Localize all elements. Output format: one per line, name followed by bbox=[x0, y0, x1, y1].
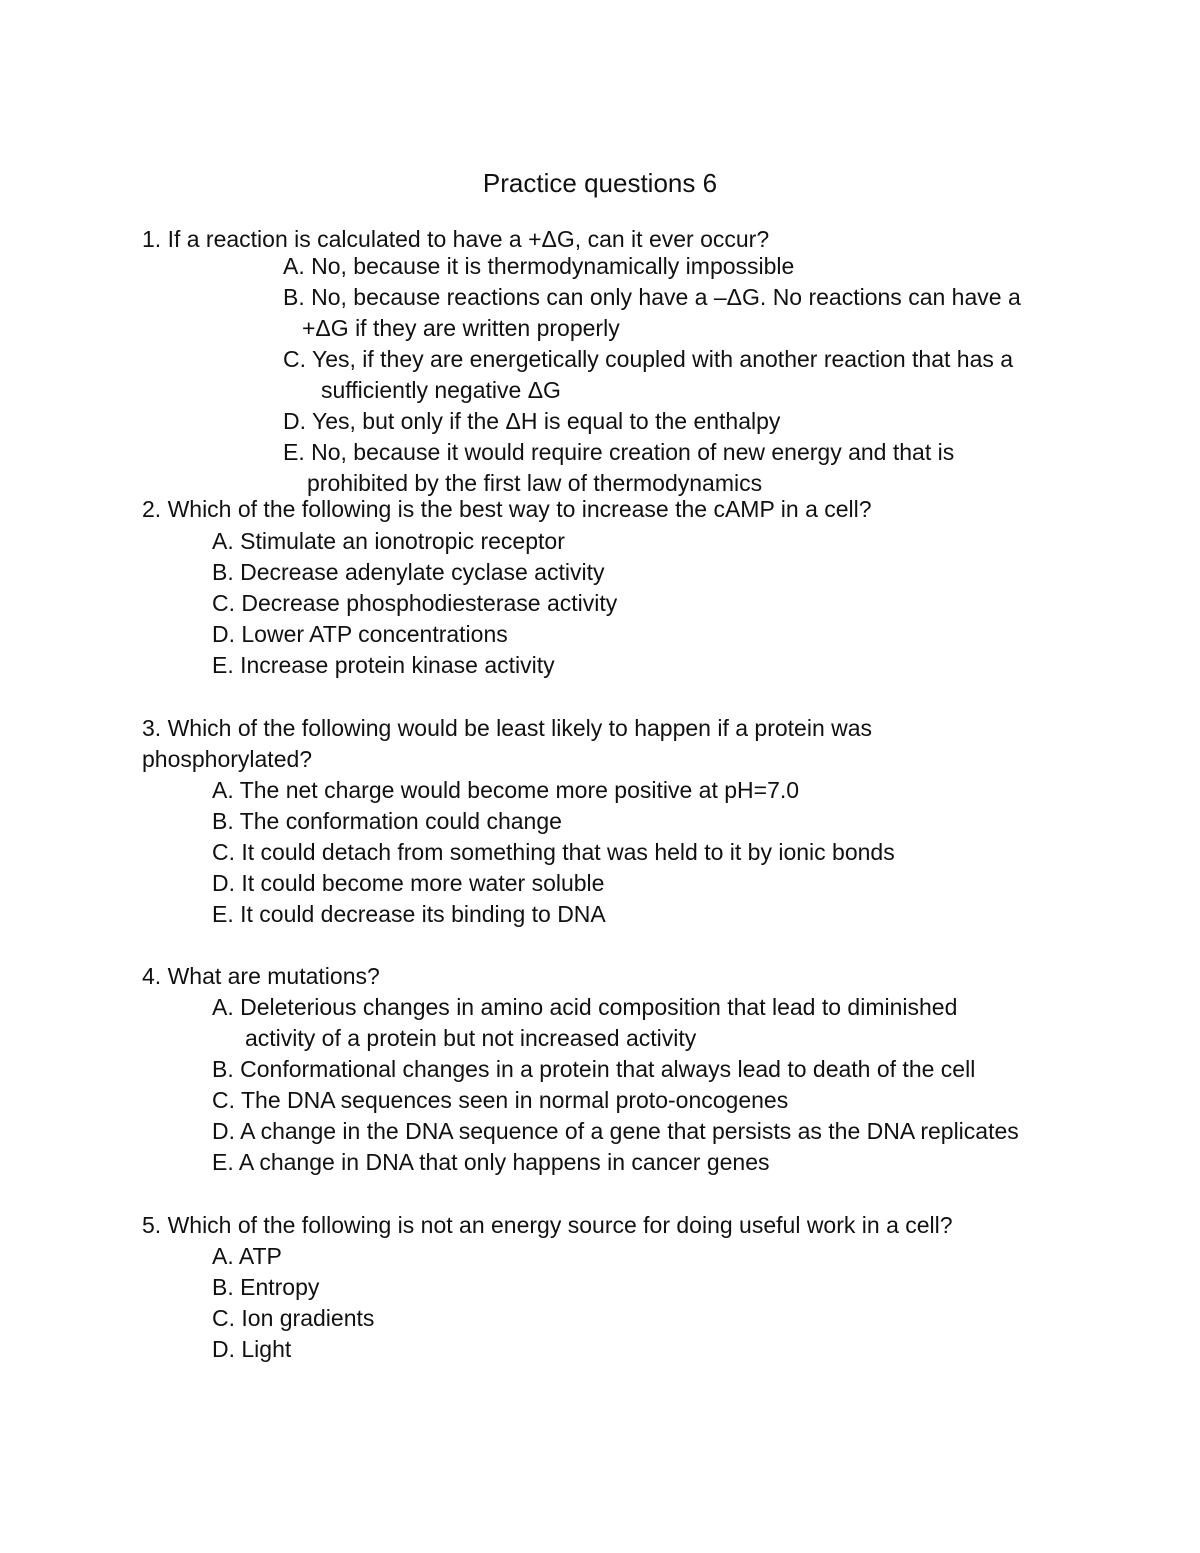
option-b: B. Entropy bbox=[212, 1274, 320, 1300]
question-stem: 1. If a reaction is calculated to have a +ΔG, can it ever occur? bbox=[142, 226, 770, 252]
option-a: A. No, because it is thermodynamically impossible bbox=[283, 253, 795, 279]
option-list bbox=[212, 775, 895, 930]
option-list bbox=[212, 1241, 374, 1365]
option-list bbox=[212, 992, 1019, 1178]
option-c: C. Ion gradients bbox=[212, 1305, 375, 1331]
option-a: A. Stimulate an ionotropic receptor bbox=[212, 528, 565, 554]
option-a: A. Deleterious changes in amino acid composition that lead to diminished activity of a protein but not increased activity bbox=[212, 994, 958, 1051]
page-title: Practice questions 6 bbox=[482, 168, 718, 198]
question-stem: 3. Which of the following would be least likely to happen if a protein was phosphorylated? bbox=[142, 715, 873, 772]
option-c: C. Yes, if they are energetically coupled with another reaction that has a sufficiently negative ΔG bbox=[283, 346, 1014, 403]
option-b: B. Decrease adenylate cyclase activity bbox=[212, 559, 605, 585]
option-d: D. It could become more water soluble bbox=[212, 870, 605, 896]
option-list bbox=[212, 526, 617, 681]
option-e: E. Increase protein kinase activity bbox=[212, 652, 555, 678]
question-stem: 5. Which of the following is not an energy source for doing useful work in a cell? bbox=[142, 1212, 953, 1238]
option-c: C. The DNA sequences seen in normal proto-oncogenes bbox=[212, 1087, 789, 1113]
option-b: B. Conformational changes in a protein that always lead to death of the cell bbox=[212, 1056, 976, 1082]
option-a: A. The net charge would become more positive at pH=7.0 bbox=[212, 777, 800, 803]
question-stem: 4. What are mutations? bbox=[142, 963, 380, 989]
option-d: D. Yes, but only if the ΔH is equal to the enthalpy bbox=[283, 408, 781, 434]
option-d: D. Lower ATP concentrations bbox=[212, 621, 508, 647]
option-list bbox=[283, 251, 1021, 499]
option-e: E. A change in DNA that only happens in cancer genes bbox=[212, 1149, 770, 1175]
option-b: B. No, because reactions can only have a –ΔG. No reactions can have a +ΔG if they are written properly bbox=[283, 284, 1021, 341]
option-c: C. It could detach from something that was held to it by ionic bonds bbox=[212, 839, 895, 865]
option-a: A. ATP bbox=[212, 1243, 282, 1269]
question-stem: 2. Which of the following is the best way to increase the cAMP in a cell? bbox=[142, 496, 872, 522]
option-c: C. Decrease phosphodiesterase activity bbox=[212, 590, 618, 616]
option-d: D. Light bbox=[212, 1336, 292, 1362]
option-e: E. No, because it would require creation of new energy and that is prohibited by the first law of thermodynamics bbox=[283, 439, 955, 496]
option-b: B. The conformation could change bbox=[212, 808, 562, 834]
option-e: E. It could decrease its binding to DNA bbox=[212, 901, 606, 927]
option-d: D. A change in the DNA sequence of a gene that persists as the DNA replicates bbox=[212, 1118, 1019, 1144]
